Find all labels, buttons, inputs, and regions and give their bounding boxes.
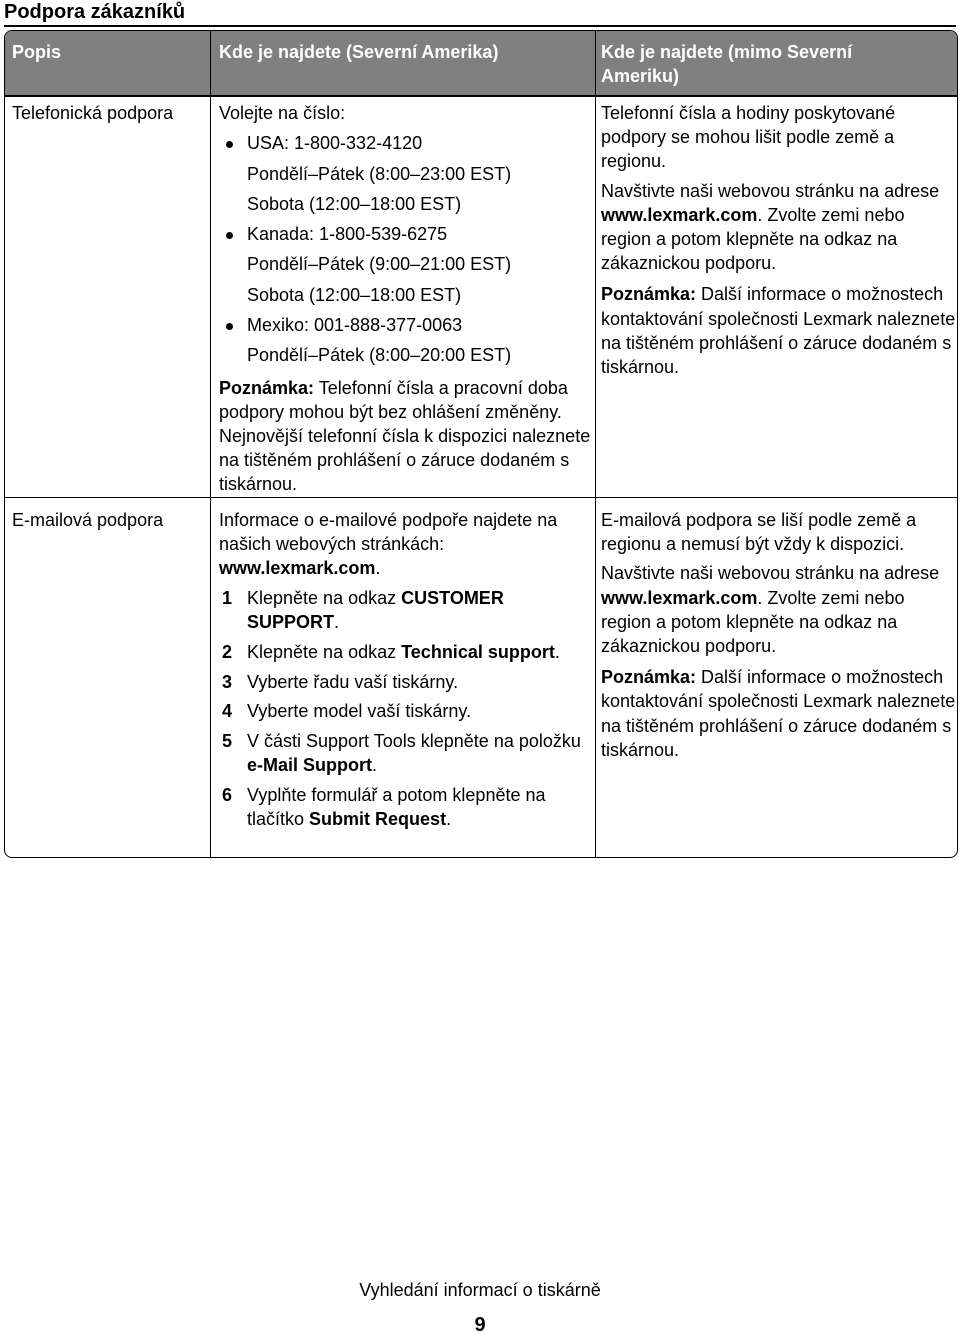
hours-line: Sobota (12:00–18:00 EST) (247, 193, 462, 214)
list-item: USA: 1-800-332-4120 (219, 128, 591, 158)
step-item (219, 640, 591, 664)
step-number: 5 (222, 731, 233, 752)
step-item (219, 729, 591, 777)
step-text: Klepněte na odkaz (247, 642, 397, 663)
lexmark-link[interactable]: www.lexmark.com (219, 558, 376, 579)
step-text: Vyplňte formulář a potom klepněte na tlačítko (247, 785, 546, 830)
email-other-cell (601, 508, 957, 762)
step-item (219, 783, 591, 831)
email-north-america-cell (219, 508, 591, 831)
phone-note (219, 376, 591, 497)
title-rule (4, 25, 956, 27)
header-north-america: Kde je najdete (Severní Amerika) (219, 42, 499, 62)
header-popis: Popis (12, 42, 62, 62)
note-text: Telefonní čísla a pracovní doba podpory mohou být bez ohlášení změněny. Nejnovější telefonní čísla k dispozici naleznete na tištěném prohlášení o záruce dodaném s tiskárnou. (219, 377, 591, 495)
row-divider (5, 497, 958, 498)
step-item (219, 699, 591, 723)
step-ui-term: Submit Request (309, 809, 447, 830)
step-text: V části Support Tools klepněte na položku (247, 731, 581, 752)
list-item: Mexiko: 001-888-377-0063 (219, 310, 591, 340)
text: Informace o e-mailové podpoře najdete na našich webových stránkách: (219, 510, 558, 555)
step-ui-term: e-Mail Support (247, 755, 372, 776)
note-text: Další informace o možnostech kontaktování společnosti Lexmark naleznete na tištěném prohlášení o záruce dodaném s tiskárnou. (601, 284, 956, 378)
step-item (219, 670, 591, 694)
phone-other-p1: Telefonní čísla a hodiny poskytované podpory se mohou lišit podle země a regionu. (601, 103, 896, 172)
step-text: Vyberte model vaší tiskárny. (247, 701, 472, 722)
email-intro (219, 508, 591, 581)
phone-north-america-cell (219, 101, 591, 497)
step-number: 4 (222, 701, 233, 722)
support-table (4, 30, 958, 858)
step-ui-term: CUSTOMER SUPPORT (247, 588, 504, 633)
header-separator (5, 95, 958, 97)
step-text: . (334, 612, 340, 633)
note-text: Další informace o možnostech kontaktování společnosti Lexmark naleznete na tištěném prohlášení o záruce dodaném s tiskárnou. (601, 667, 956, 760)
lexmark-link[interactable]: www.lexmark.com (601, 204, 758, 225)
hours-line: Sobota (12:00–18:00 EST) (247, 284, 462, 305)
column-divider (595, 31, 596, 858)
step-text: . (372, 755, 378, 776)
row-label-phone: Telefonická podpora (12, 103, 174, 123)
row-label-email: E-mailová podpora (12, 510, 164, 530)
hours-line: Pondělí–Pátek (8:00–20:00 EST) (247, 345, 512, 366)
step-ui-term: Technical support (401, 642, 555, 663)
step-number: 3 (222, 671, 233, 692)
phone-other-p2 (601, 179, 957, 276)
email-other-p1: E-mailová podpora se liší podle země a regionu a nemusí být vždy k dispozici. (601, 510, 917, 555)
lexmark-link[interactable]: www.lexmark.com (601, 587, 758, 608)
footer-text: Vyhledání informací o tiskárně (359, 1280, 601, 1300)
text: . Zvolte zemi nebo region a potom klepněte na odkaz na zákaznickou podporu. (601, 204, 905, 274)
header-outside-north-america: Kde je najdete (mimo Severní Ameriku) (601, 42, 853, 86)
phone-other-note (601, 282, 957, 379)
note-label: Poznámka: (601, 667, 697, 688)
phone-intro: Volejte na číslo: (219, 103, 346, 123)
text: . Zvolte zemi nebo region a potom klepněte na odkaz na zákaznickou podporu. (601, 587, 905, 657)
step-text: Klepněte na odkaz (247, 588, 397, 609)
page-title: Podpora zákazníků (4, 1, 186, 23)
text: Navštivte naši webovou stránku na adrese (601, 180, 940, 201)
step-text: . (554, 642, 560, 663)
step-number: 6 (222, 785, 233, 806)
note-label: Poznámka: (601, 284, 697, 305)
step-text: . (446, 809, 452, 830)
text: . (375, 558, 381, 579)
phone-other-cell (601, 101, 957, 379)
step-number: 1 (222, 588, 233, 609)
column-divider (210, 31, 211, 858)
steps-list (219, 586, 591, 831)
text: Navštivte naši webovou stránku na adrese (601, 563, 940, 584)
hours-line: Pondělí–Pátek (8:00–23:00 EST) (247, 163, 512, 184)
email-other-note (601, 665, 957, 762)
step-text: Vyberte řadu vaší tiskárny. (247, 671, 459, 692)
page-number: 9 (474, 1314, 486, 1336)
step-item (219, 586, 591, 634)
list-item: Kanada: 1-800-539-6275 (219, 219, 591, 249)
email-other-p2 (601, 561, 957, 658)
hours-line: Pondělí–Pátek (9:00–21:00 EST) (247, 254, 512, 275)
step-number: 2 (222, 642, 233, 663)
note-label: Poznámka: (219, 377, 315, 398)
